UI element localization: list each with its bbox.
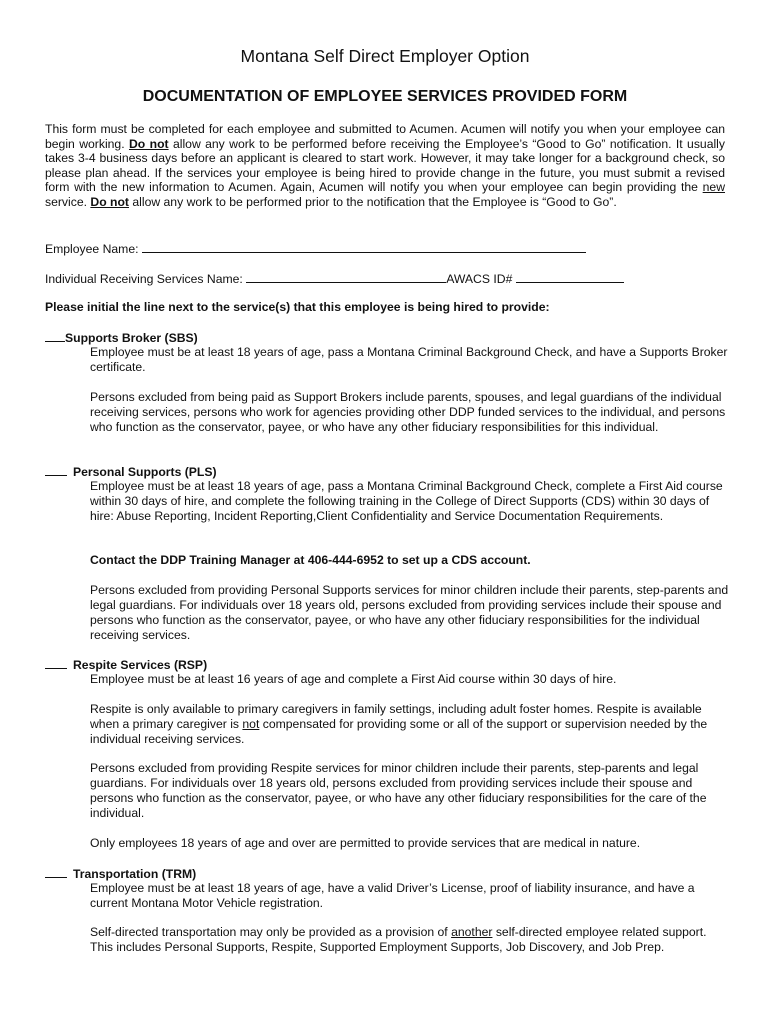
sbs-requirements: Employee must be at least 18 years of age, pass a Montana Criminal Background Check, and have a Supports Broker certificate. (90, 345, 728, 374)
pls-requirements: Employee must be at least 18 years of age, pass a Montana Criminal Background Check, complete a First Aid course within 30 days of hire, and complete the following training in the College of Direct Supports (CDS) within 30 days of hire: Abuse Reporting, Incident Reporting,Client Confidentiality and Service Documentation Requirements. (90, 479, 723, 523)
rsp-initial-line[interactable] (45, 657, 67, 669)
employee-name-label: Employee Name: (45, 242, 139, 256)
individual-name-label: Individual Receiving Services Name: (45, 272, 243, 286)
service-pls-header (45, 464, 217, 479)
new-emphasis: new (702, 180, 725, 195)
sbs-exclusions: Persons excluded from being paid as Support Brokers include parents, spouses, and legal guardians of the individual receiving services, persons who work for agencies providing other DDP funded services to the individual, and persons who function as the conservator, payee, or who have any other fiduciary responsibilities for this individual. (90, 390, 726, 434)
form-subtitle: DOCUMENTATION OF EMPLOYEE SERVICES PROVIDED FORM (142, 88, 628, 105)
pls-exclusions: Persons excluded from providing Personal Supports services for minor children include their parents, step-parents and legal guardians. For individuals over 18 years old, persons excluded from providing services include their spouse and persons who function as the conservator, payee, or who have any other fiduciary responsibilities for the individual receiving services. (90, 583, 729, 642)
another-emphasis: another (451, 925, 493, 939)
employee-name-field[interactable] (142, 241, 586, 253)
rsp-availability: Respite is only available to primary caregivers in family settings, including adult foster homes. Respite is available when a primary caregiver is not compensated for providing some or all of the support or supervision needed by the individual receiving services. (90, 702, 708, 746)
individual-row (45, 271, 624, 287)
trm-initial-line[interactable] (45, 866, 67, 878)
do-not-emphasis: Do not (128, 136, 169, 151)
employee-name-row (45, 241, 586, 257)
pls-initial-line[interactable] (45, 464, 67, 476)
awacs-id-field[interactable] (516, 271, 624, 283)
instruction-text: Please initial the line next to the service(s) that this employee is being hired to provide: (45, 300, 550, 314)
trm-title: Transportation (TRM) (73, 867, 197, 881)
intro-paragraph: This form must be completed for each employee and submitted to Acumen. Acumen will notify you when your employee can begin working. Do not allow any work to be performed before receiving the Employee’s “Good to Go” notification. It usually takes 3-4 business days before an applicant is cleared to start work. However, it may take longer for a background check, so please plan ahead. If the services your employee is being hired to provide change in the future, you must submit a revised form with the new information to Acumen. Again, Acumen will notify you when your employee can begin providing the new service. Do not allow any work to be performed prior to the notification that the Employee is “Good to Go”. (45, 122, 725, 209)
service-rsp-header (45, 657, 207, 672)
sbs-initial-line[interactable] (45, 330, 65, 342)
rsp-title: Respite Services (RSP) (73, 658, 208, 672)
rsp-requirements: Employee must be at least 16 years of age and complete a First Aid course within 30 days of hire. (90, 672, 617, 686)
not-emphasis: not (242, 716, 260, 731)
awacs-label: AWACS ID# (446, 272, 513, 286)
service-sbs-header (45, 330, 198, 345)
individual-name-field[interactable] (246, 271, 446, 283)
trm-requirements: Employee must be at least 18 years of age, have a valid Driver’s License, proof of liability insurance, and have a current Montana Motor Vehicle registration. (90, 881, 695, 910)
form-title: Montana Self Direct Employer Option (240, 46, 530, 66)
sbs-title: Supports Broker (SBS) (65, 331, 198, 345)
rsp-exclusions: Persons excluded from providing Respite services for minor children include their parents, step-parents and legal guardians. For individuals over 18 years old, persons excluded from providing services include their spouse and persons who function as the conservator, payee, or who have any other fiduciary responsibilities for the care of the individual. (90, 761, 707, 820)
service-trm-header (45, 866, 196, 881)
do-not-emphasis-2: Do not (90, 194, 129, 209)
trm-provision: Self-directed transportation may only be provided as a provision of another self-directed employee related support. This includes Personal Supports, Respite, Supported Employment Supports, Job Discovery, and Job Prep. (90, 925, 707, 954)
pls-title: Personal Supports (PLS) (73, 465, 217, 479)
rsp-medical-note: Only employees 18 years of age and over are permitted to provide services that are medical in nature. (90, 836, 641, 850)
pls-contact: Contact the DDP Training Manager at 406-444-6952 to set up a CDS account. (90, 553, 531, 567)
